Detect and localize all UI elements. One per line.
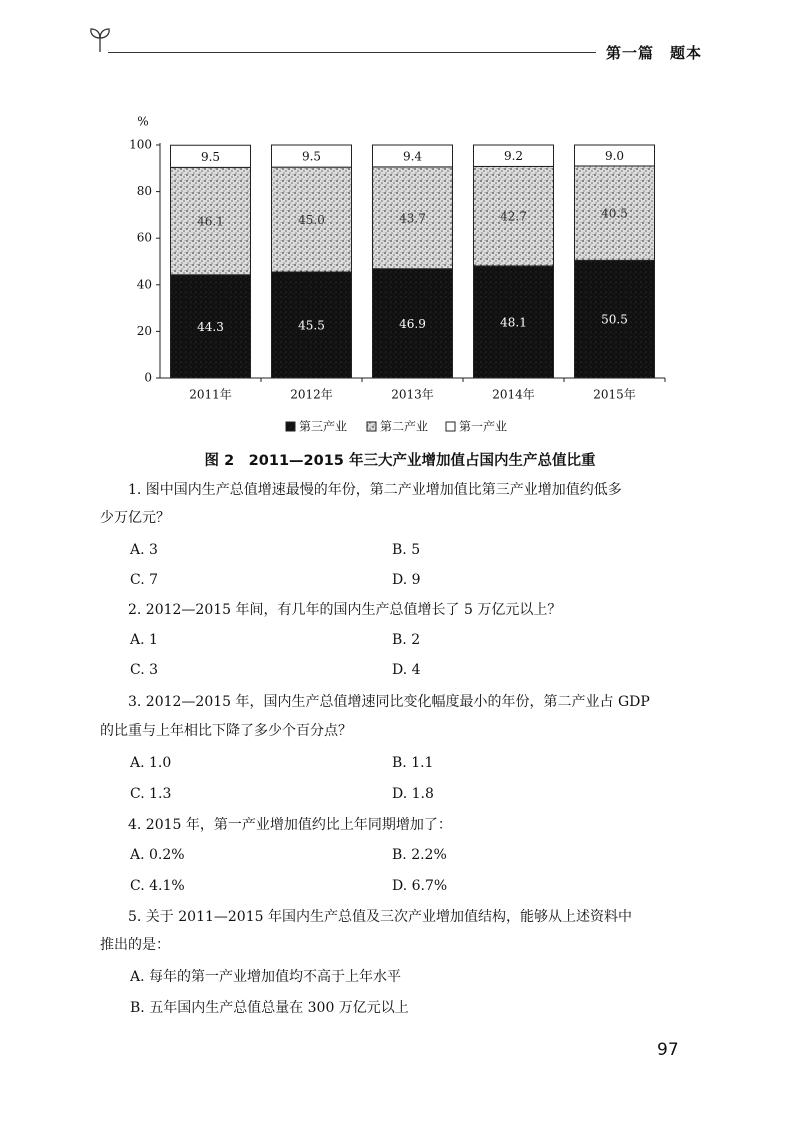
- y-tick-label: 80: [136, 184, 152, 199]
- x-tick-label: 2011年: [189, 387, 232, 402]
- y-tick-label: 40: [136, 277, 152, 292]
- data-label: 44.3: [197, 319, 224, 334]
- legend-label: 第三产业: [299, 419, 348, 434]
- section-title: 第一篇 题本: [606, 44, 703, 62]
- data-label: 48.1: [500, 315, 527, 330]
- question-4-option-d: D. 6.7%: [392, 878, 448, 894]
- question-5-stem-cont: 推出的是：: [100, 937, 170, 953]
- question-2-option-d: D. 4: [392, 662, 421, 678]
- legend-label: 第二产业: [380, 419, 429, 434]
- x-tick-label: 2014年: [492, 387, 535, 402]
- data-label: 50.5: [601, 312, 628, 327]
- question-1-option-d: D. 9: [392, 572, 421, 588]
- question-3-option-b: B. 1.1: [392, 755, 434, 771]
- data-label: 45.5: [298, 318, 325, 333]
- y-tick-label: 20: [136, 323, 152, 338]
- data-label: 46.1: [197, 214, 224, 229]
- y-tick-label: 0: [144, 370, 152, 385]
- data-label: 9.4: [402, 149, 423, 164]
- data-label: 40.5: [601, 206, 628, 221]
- x-tick-label: 2013年: [391, 387, 434, 402]
- stacked-bar-chart: [0, 0, 800, 440]
- y-tick-label: 100: [129, 137, 152, 152]
- question-1-option-b: B. 5: [392, 542, 421, 558]
- question-2-option-a: A. 1: [130, 632, 158, 648]
- x-tick-label: 2015年: [593, 387, 636, 402]
- question-3-stem-cont: 的比重与上年相比下降了多少个百分点？: [100, 723, 352, 739]
- legend-label: 第一产业: [459, 419, 508, 434]
- question-3-option-d: D. 1.8: [392, 786, 434, 802]
- data-label: 42.7: [500, 209, 527, 224]
- data-label: 9.0: [604, 148, 625, 163]
- question-1-option-c: C. 7: [130, 572, 159, 588]
- legend-swatch: [446, 422, 455, 431]
- x-tick-label: 2012年: [290, 387, 333, 402]
- question-1-stem: 1. 图中国内生产总值增速最慢的年份，第二产业增加值比第三产业增加值约低多: [128, 482, 622, 498]
- data-label: 9.2: [503, 149, 524, 164]
- data-label: 9.5: [200, 149, 221, 164]
- question-4-option-b: B. 2.2%: [392, 847, 447, 863]
- figure-caption: 图 2 2011—2015 年三大产业增加值占国内生产总值比重: [204, 453, 596, 469]
- question-4-stem: 4. 2015 年，第一产业增加值约比上年同期增加了：: [128, 817, 452, 833]
- data-label: 43.7: [399, 211, 426, 226]
- legend-swatch: [367, 422, 376, 431]
- question-5-stem: 5. 关于 2011—2015 年国内生产总值及三次产业增加值结构，能够从上述资料中: [128, 909, 632, 925]
- question-2-option-b: B. 2: [392, 632, 421, 648]
- question-2-option-c: C. 3: [130, 662, 159, 678]
- question-2-stem: 2. 2012—2015 年间，有几年的国内生产总值增长了 5 万亿元以上？: [128, 602, 562, 618]
- question-4-option-c: C. 4.1%: [130, 878, 185, 894]
- data-label: 9.5: [301, 149, 322, 164]
- question-5-option-a: A. 每年的第一产业增加值均不高于上年水平: [130, 969, 402, 985]
- y-axis-unit-label: %: [137, 114, 149, 129]
- question-3-option-a: A. 1.0: [130, 755, 172, 771]
- question-3-option-c: C. 1.3: [130, 786, 172, 802]
- data-label: 46.9: [399, 316, 426, 331]
- y-tick-label: 60: [136, 230, 152, 245]
- question-3-stem: 3. 2012—2015 年，国内生产总值增速同比变化幅度最小的年份，第二产业占 GDP: [128, 694, 650, 710]
- data-label: 45.0: [298, 213, 325, 228]
- legend-swatch: [286, 422, 295, 431]
- page-number: 97: [657, 1040, 679, 1060]
- question-5-option-b: B. 五年国内生产总值总量在 300 万亿元以上: [130, 1000, 409, 1016]
- question-1-option-a: A. 3: [130, 542, 158, 558]
- question-4-option-a: A. 0.2%: [130, 847, 185, 863]
- question-1-stem-cont: 少万亿元？: [100, 510, 170, 526]
